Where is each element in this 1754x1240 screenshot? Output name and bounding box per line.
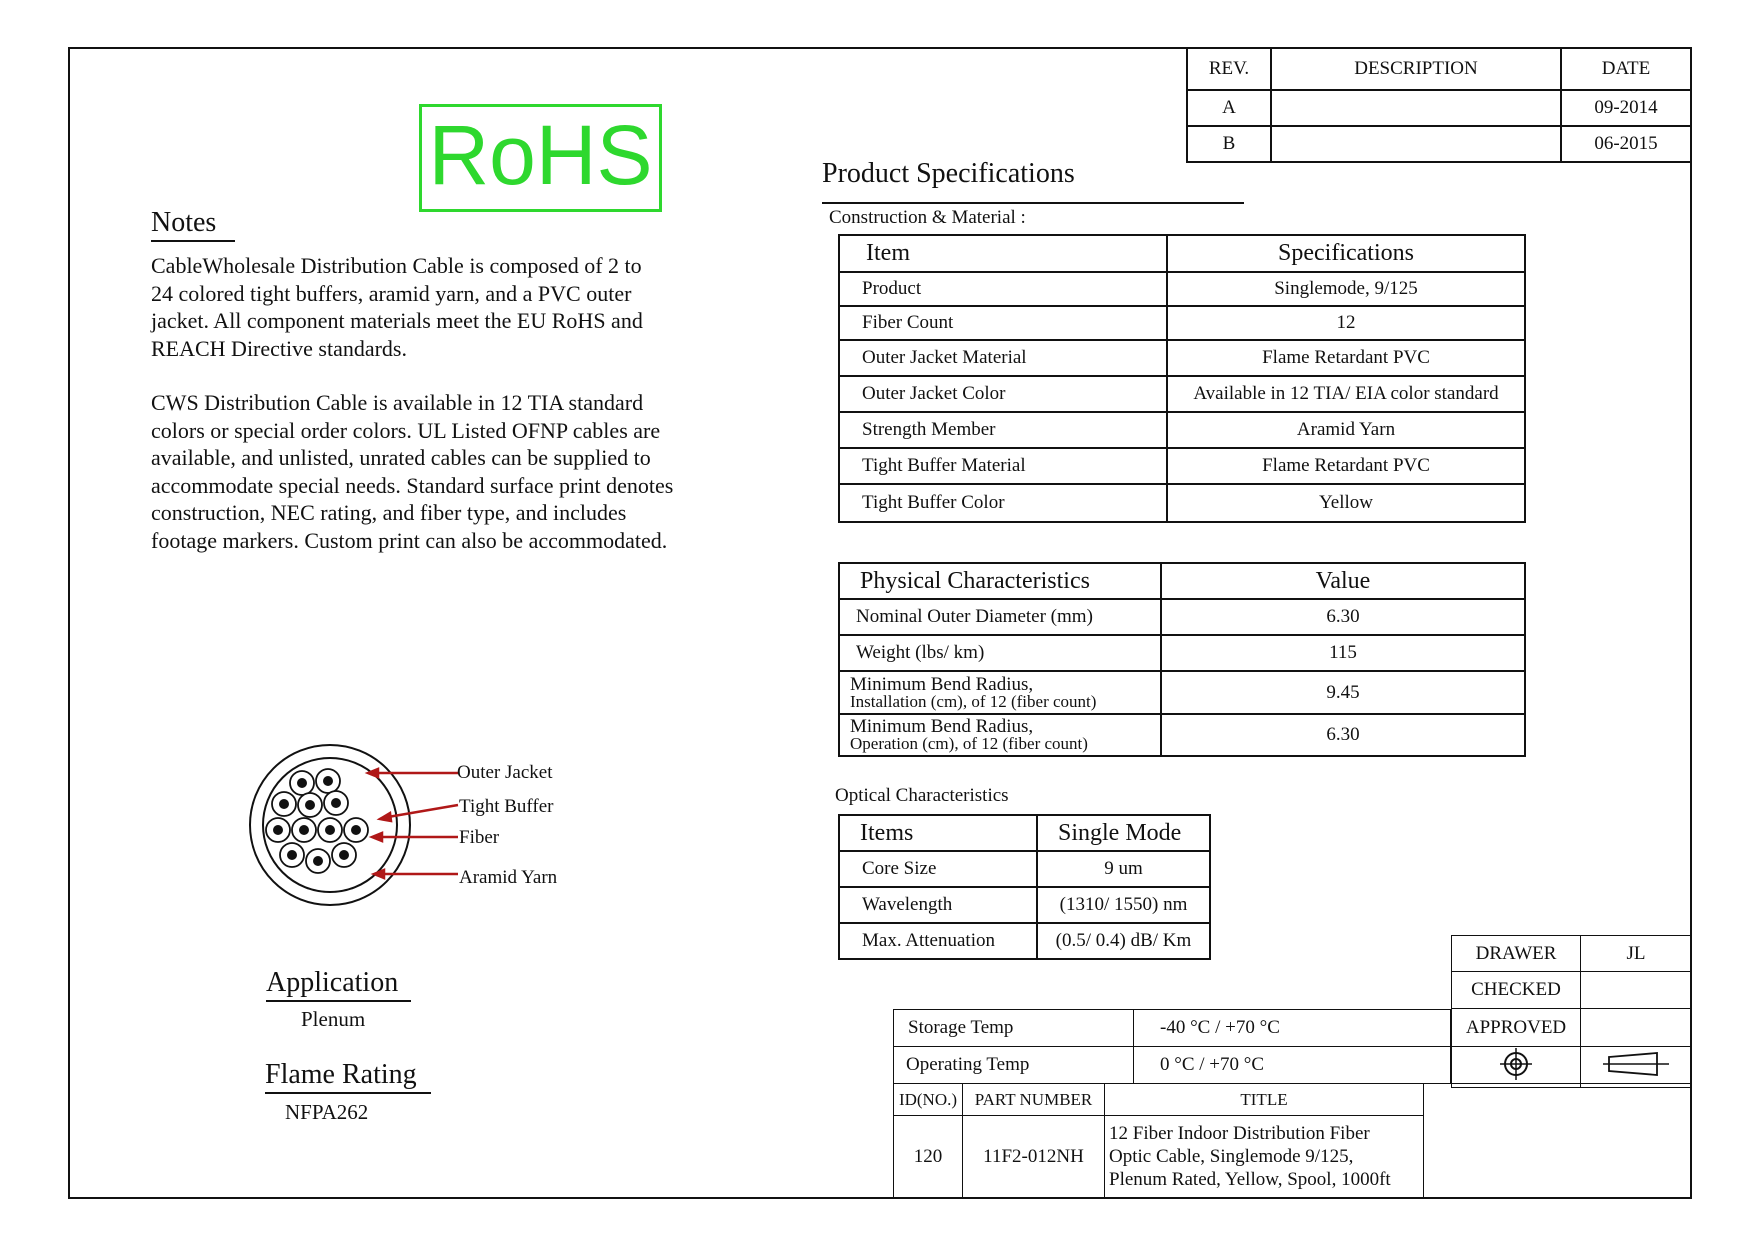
fiber-core [305,800,315,810]
spec-item: Tight Buffer Color [839,484,1167,522]
checked-label: CHECKED [1452,972,1581,1009]
outer-jacket-arrowhead [368,769,378,777]
application-value: Plenum [301,1007,366,1031]
part-number-header: PART NUMBER [963,1084,1105,1116]
spec-value: Singlemode, 9/125 [1167,272,1525,306]
rev-a: A [1187,90,1271,126]
checked-value [1581,972,1692,1009]
tight-buffer-arrowhead [380,813,391,821]
optical-title: Optical Characteristics [835,785,1009,806]
optical-value: (0.5/ 0.4) dB/ Km [1037,923,1210,959]
physical-value: 9.45 [1161,671,1525,714]
rev-header: REV. [1187,48,1271,90]
optical-table [838,814,1211,960]
operating-temp-value: 0 °C / +70 °C [1134,1047,1451,1084]
construction-table [838,234,1526,523]
optical-value: 9 um [1037,851,1210,887]
title-block [893,1083,1692,1198]
third-angle-projection-icon [1601,1051,1671,1077]
fiber-group [266,769,368,873]
notes-paragraph-1: CableWholesale Distribution Cable is composed of 2 to 24 colored tight buffers, aramid yarn, and a PVC outer jacket. All component materials meet the EU RoHS and REACH Directive standards. [151,253,643,361]
fiber-core [331,798,341,808]
physical-item [839,714,1161,756]
physical-item: Nominal Outer Diameter (mm) [839,599,1161,635]
description-header: DESCRIPTION [1271,48,1561,90]
fiber-core [273,825,283,835]
single-mode-header: Single Mode [1037,815,1210,851]
physical-item-line1: Minimum Bend Radius, [850,673,1034,695]
fiber-core [325,825,335,835]
drawer-label: DRAWER [1452,936,1581,972]
fiber-core [299,825,309,835]
physical-item-line1: Minimum Bend Radius, [850,716,1034,737]
title-line-2: Optic Cable, Singlemode 9/125, [1109,1146,1354,1167]
spec-item: Fiber Count [839,306,1167,340]
fiber-core [297,778,307,788]
rev-b: B [1187,126,1271,162]
physical-item [839,671,1161,714]
id-value: 120 [894,1116,963,1198]
rev-b-date: 06-2015 [1561,126,1691,162]
specifications-header: Specifications [1167,235,1525,272]
rohs-logo: RoHS [419,104,662,212]
rev-a-description [1271,90,1561,126]
approval-block [1451,935,1692,1088]
construction-label: Construction & Material : [829,207,1026,228]
application-title: Application [266,966,411,1002]
projection-symbol-cell [1452,1047,1581,1088]
fiber-core [313,856,323,866]
notes-body [151,252,696,581]
crosshair-icon [1499,1047,1533,1081]
optical-item: Max. Attenuation [839,923,1037,959]
part-number-value: 11F2-012NH [963,1116,1105,1198]
physical-table [838,562,1526,757]
temperature-block [893,1009,1451,1084]
fiber-core [287,850,297,860]
spec-item: Strength Member [839,412,1167,448]
physical-item: Weight (lbs/ km) [839,635,1161,671]
items-header: Items [839,815,1037,851]
spec-item: Outer Jacket Material [839,340,1167,376]
flame-rating-title: Flame Rating [265,1058,431,1094]
rev-b-description [1271,126,1561,162]
spec-value: Yellow [1167,484,1525,522]
approved-value [1581,1009,1692,1047]
diagram-leader-lines [360,760,460,890]
physical-value: 6.30 [1161,714,1525,756]
fiber-core [339,850,349,860]
title-value [1105,1116,1424,1198]
storage-temp-value: -40 °C / +70 °C [1134,1010,1451,1047]
physical-value: 115 [1161,635,1525,671]
rev-a-date: 09-2014 [1561,90,1691,126]
spec-item: Product [839,272,1167,306]
spec-value: Flame Retardant PVC [1167,340,1525,376]
title-block-blank [1424,1084,1692,1198]
notes-title: Notes [151,206,235,242]
physical-item-line2: Installation (cm), of 12 (fiber count) [850,691,1097,711]
product-specifications-title: Product Specifications [822,158,1075,189]
storage-temp-label: Storage Temp [894,1010,1134,1047]
physical-value: 6.30 [1161,599,1525,635]
aramid-yarn-arrowhead [374,870,384,878]
tight-buffer-leader [388,805,458,817]
spec-item: Tight Buffer Material [839,448,1167,484]
item-header: Item [839,235,1167,272]
spec-value: Available in 12 TIA/ EIA color standard [1167,376,1525,412]
optical-value: (1310/ 1550) nm [1037,887,1210,923]
physical-header: Physical Characteristics [839,563,1161,599]
fiber-arrowhead [372,833,382,841]
title-header: TITLE [1105,1084,1424,1116]
drawer-value: JL [1581,936,1692,972]
optical-item: Core Size [839,851,1037,887]
operating-temp-label: Operating Temp [894,1047,1134,1084]
physical-item-line2: Operation (cm), of 12 (fiber count) [850,734,1088,753]
revision-table [1186,47,1692,163]
id-header: ID(NO.) [894,1084,963,1116]
notes-paragraph-2: CWS Distribution Cable is available in 12 TIA standard colors or special order colors. UL Listed OFNP cables are available, and unlisted, unrated cables can be supplied to accommodate special needs. Standard surface print denotes construction, NEC rating, and fiber type, and includes footage markers. Custom print can also be accommodated. [151,390,674,553]
projection-cone-cell [1581,1047,1692,1088]
value-header: Value [1161,563,1525,599]
fiber-core [323,776,333,786]
optical-item: Wavelength [839,887,1037,923]
fiber-label: Fiber [459,827,500,848]
tight-buffer-label: Tight Buffer [459,796,554,817]
spec-value: Aramid Yarn [1167,412,1525,448]
spec-title-underline [822,202,1244,204]
flame-rating-value: NFPA262 [285,1100,369,1124]
title-line-3: Plenum Rated, Yellow, Spool, 1000ft [1109,1169,1391,1190]
spec-value: Flame Retardant PVC [1167,448,1525,484]
title-line-1: 12 Fiber Indoor Distribution Fiber [1109,1123,1370,1144]
date-header: DATE [1561,48,1691,90]
outer-jacket-label: Outer Jacket [457,762,553,783]
aramid-yarn-label: Aramid Yarn [459,867,558,888]
spec-value: 12 [1167,306,1525,340]
approved-label: APPROVED [1452,1009,1581,1047]
spec-item: Outer Jacket Color [839,376,1167,412]
fiber-core [279,799,289,809]
